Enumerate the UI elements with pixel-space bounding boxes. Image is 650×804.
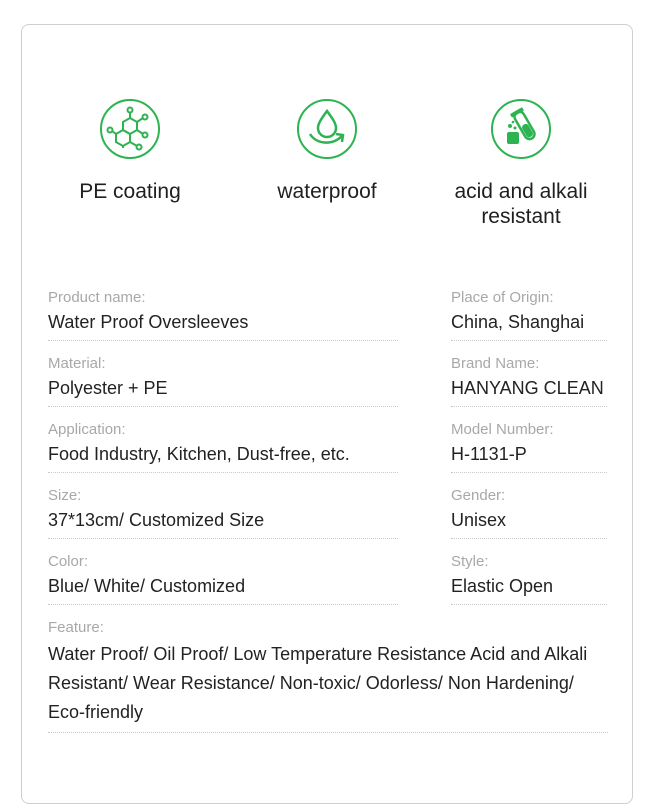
test-tube-flask-icon <box>490 98 552 160</box>
feature-label: acid and alkali resistant <box>454 180 588 228</box>
spec-key: Application: <box>48 421 126 438</box>
spec-brand-name <box>451 354 607 407</box>
spec-value: Polyester + PE <box>48 378 168 398</box>
spec-feature <box>48 618 608 733</box>
spec-value: 37*13cm/ Customized Size <box>48 510 265 530</box>
spec-key: Size: <box>48 487 82 504</box>
spec-size <box>48 486 398 539</box>
spec-model-number <box>451 420 607 473</box>
spec-value: Elastic Open <box>451 576 554 596</box>
spec-color <box>48 552 398 605</box>
spec-application <box>48 420 398 473</box>
spec-value: H-1131-P <box>451 444 527 464</box>
spec-value: Food Industry, Kitchen, Dust-free, etc. <box>48 444 350 464</box>
spec-gender <box>451 486 607 539</box>
spec-value: HANYANG CLEAN <box>451 378 604 398</box>
spec-product-name <box>48 288 398 341</box>
spec-key: Style: <box>451 553 489 570</box>
water-drop-arrow-icon <box>296 98 358 160</box>
spec-key: Product name: <box>48 289 146 306</box>
spec-key: Material: <box>48 355 106 372</box>
spec-style <box>451 552 607 605</box>
feature-waterproof <box>237 98 417 204</box>
feature-label: waterproof <box>277 180 377 203</box>
spec-key: Gender: <box>451 487 506 504</box>
spec-value: Blue/ White/ Customized <box>48 576 246 596</box>
feature-pe-coating <box>40 98 220 204</box>
spec-value: China, Shanghai <box>451 312 585 332</box>
molecule-icon <box>99 98 161 160</box>
spec-value: Water Proof Oversleeves <box>48 312 249 332</box>
spec-value: Unisex <box>451 510 507 530</box>
feature-label: PE coating <box>79 180 181 203</box>
spec-place-of-origin <box>451 288 607 341</box>
spec-key: Feature: <box>48 619 104 636</box>
spec-key: Model Number: <box>451 421 554 438</box>
feature-acid-alkali-resistant <box>431 98 611 229</box>
spec-key: Color: <box>48 553 89 570</box>
spec-value: Water Proof/ Oil Proof/ Low Temperature Resistance Acid and Alkali Resistant/ Wear Resistance/ Non-toxic/ Odorless/ Non Hardening/ Eco-friendly <box>48 644 588 722</box>
spec-key: Brand Name: <box>451 355 540 372</box>
spec-key: Place of Origin: <box>451 289 554 306</box>
spec-material <box>48 354 398 407</box>
